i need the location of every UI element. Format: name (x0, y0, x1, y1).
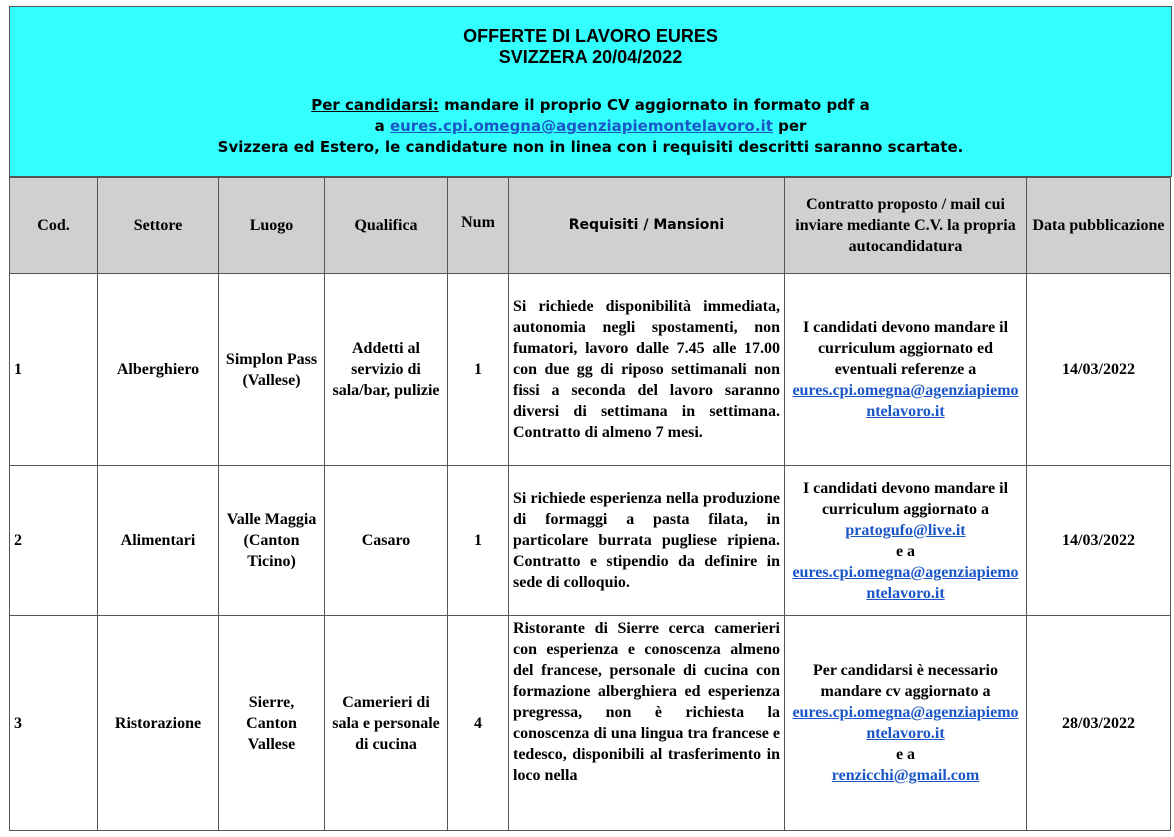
table-row (10, 466, 1171, 616)
cell-settore: Alberghiero (98, 274, 219, 466)
document-subtitle: SVIZZERA 20/04/2022 (498, 47, 683, 67)
cell-luogo: Sierre, Canton Vallese (219, 616, 325, 831)
contratto-email-link[interactable]: eures.cpi.omegna@agenziapiemontelavoro.it (792, 704, 1019, 742)
col-header-contratto: Contratto proposto / mail cui inviare mediante C.V. la propria autocandidatura (785, 178, 1027, 274)
cell-qualifica: Addetti al servizio di sala/bar, pulizie (325, 274, 448, 466)
cell-cod: 1 (10, 274, 98, 466)
cell-qualifica: Casaro (325, 466, 448, 616)
col-header-settore: Settore (98, 178, 219, 274)
cell-num: 4 (448, 616, 509, 831)
cell-contratto (785, 466, 1027, 616)
col-header-luogo: Luogo (219, 178, 325, 274)
col-header-qualifica: Qualifica (325, 178, 448, 274)
col-header-data: Data pubblicazione (1027, 178, 1171, 274)
cell-settore: Alimentari (98, 466, 219, 616)
cell-requisiti (509, 616, 785, 831)
header-banner (9, 6, 1172, 177)
cell-requisiti: Si richiede esperienza nella produzione di formaggi a pasta filata, in particolare burrata pugliese ripiena. Contratto e stipendio da definire in sede di colloquio. (509, 466, 785, 616)
contratto-joiner: e a (895, 746, 916, 763)
col-header-cod: Cod. (10, 178, 98, 274)
contratto-email-link-2[interactable]: renzicchi@gmail.com (831, 767, 980, 784)
cell-cod: 2 (10, 466, 98, 616)
table-row (10, 274, 1171, 466)
application-instructions (10, 95, 1171, 158)
cell-luogo: Valle Maggia (Canton Ticino) (219, 466, 325, 616)
cell-contratto (785, 616, 1027, 831)
col-header-num: Num (448, 178, 509, 274)
contratto-email-link[interactable]: pratogufo@live.it (845, 521, 966, 539)
col-header-requisiti: Requisiti / Mansioni (509, 178, 785, 274)
apply-text-2: Svizzera ed Estero, le candidature non in linea con i requisiti descritti saranno scartate. (217, 138, 964, 156)
cell-cod: 3 (10, 616, 98, 831)
table-header-row (10, 178, 1171, 274)
contratto-email-link-2[interactable]: eures.cpi.omegna@agenziapiemontelavoro.it (792, 563, 1019, 602)
contratto-text: I candidati devono mandare il curriculum aggiornato a (802, 479, 1009, 518)
cell-settore: Ristorazione (98, 616, 219, 831)
apply-text-1: mandare il proprio CV aggiornato in formato pdf a (438, 96, 870, 114)
apply-prefix: a (374, 117, 390, 135)
contratto-joiner: e a (895, 542, 916, 560)
contratto-email-link[interactable]: eures.cpi.omegna@agenziapiemontelavoro.it (792, 382, 1019, 420)
job-offers-table (9, 177, 1171, 831)
contratto-text: Per candidarsi è necessario mandare cv aggiornato a (812, 662, 998, 700)
apply-suffix: per (772, 117, 807, 135)
requisiti-text: Ristorante di Sierre cerca camerieri con esperienza e conoscenza almeno del francese, personale di cucina con formazione alberghiera ed esperienza pregressa, non è richiesta la conoscenza di una lingua tra francese e tedesco, disponibili al trasferimento in loco nella (513, 620, 780, 784)
document-title: OFFERTE DI LAVORO EURES (463, 26, 718, 46)
cell-luogo: Simplon Pass (Vallese) (219, 274, 325, 466)
cell-num: 1 (448, 274, 509, 466)
cell-qualifica: Camerieri di sala e personale di cucina (325, 616, 448, 831)
contratto-text: I candidati devono mandare il curriculum aggiornato ed eventuali referenze a (802, 319, 1009, 378)
apply-lead: Per candidarsi: (311, 96, 439, 114)
cell-data: 14/03/2022 (1027, 274, 1171, 466)
apply-email-link[interactable]: eures.cpi.omegna@agenziapiemontelavoro.it (389, 117, 773, 135)
cell-data: 14/03/2022 (1027, 466, 1171, 616)
table-row (10, 616, 1171, 831)
cell-num: 1 (448, 466, 509, 616)
cell-requisiti: Si richiede disponibilità immediata, autonomia negli spostamenti, non fumatori, lavoro dalle 7.45 alle 17.00 con due gg di riposo settimanali non fissi a seconda del lavoro saranno diversi di settimana in settimana. Contratto di almeno 7 mesi. (509, 274, 785, 466)
cell-data: 28/03/2022 (1027, 616, 1171, 831)
cell-contratto (785, 274, 1027, 466)
